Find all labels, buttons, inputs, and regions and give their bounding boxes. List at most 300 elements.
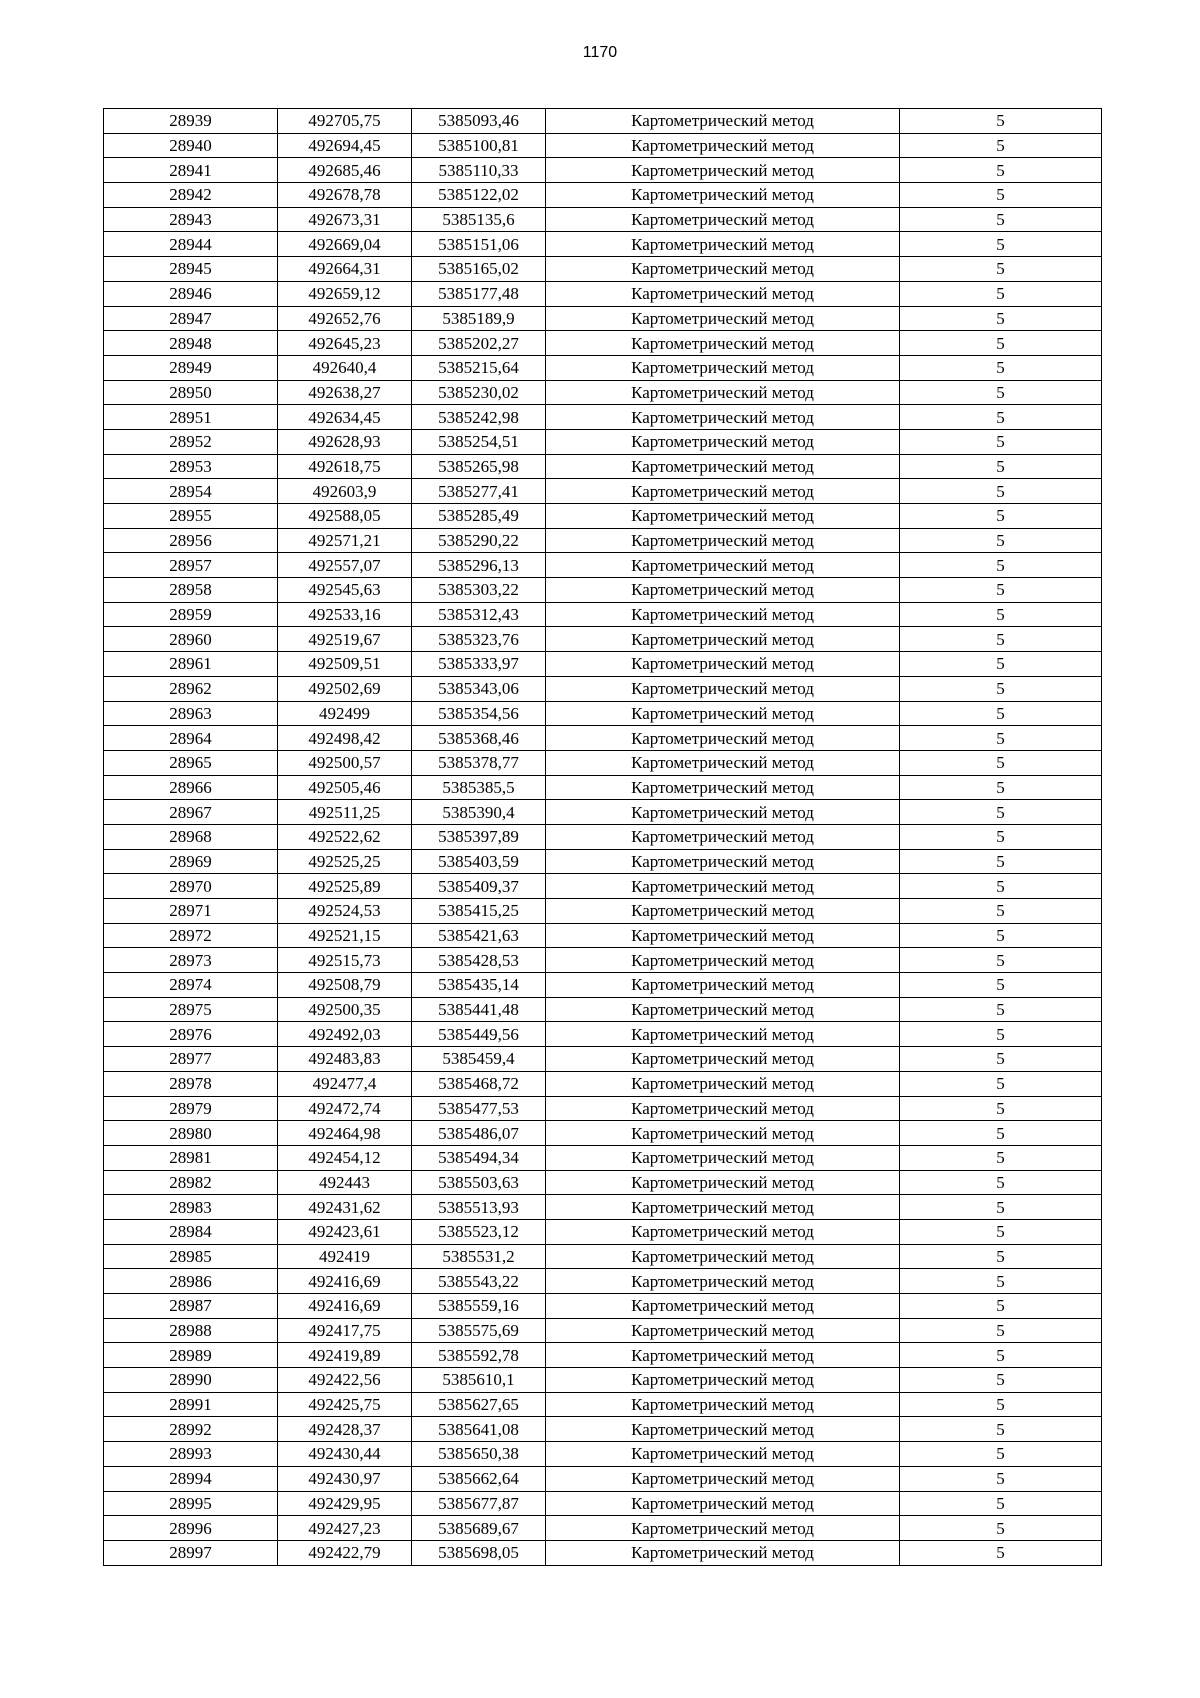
- accuracy-cell: 5: [900, 1417, 1102, 1442]
- x-coordinate-cell: 492645,23: [278, 331, 412, 356]
- method-cell: Картометрический метод: [546, 1417, 900, 1442]
- table-body: [104, 109, 1102, 1566]
- accuracy-cell: 5: [900, 1269, 1102, 1294]
- table-row: [104, 380, 1102, 405]
- y-coordinate-cell: 5385449,56: [412, 1022, 546, 1047]
- table-row: [104, 1269, 1102, 1294]
- method-cell: Картометрический метод: [546, 973, 900, 998]
- table-row: [104, 578, 1102, 603]
- x-coordinate-cell: 492425,75: [278, 1392, 412, 1417]
- y-coordinate-cell: 5385662,64: [412, 1466, 546, 1491]
- x-coordinate-cell: 492499: [278, 701, 412, 726]
- y-coordinate-cell: 5385135,6: [412, 207, 546, 232]
- accuracy-cell: 5: [900, 1145, 1102, 1170]
- table-row: [104, 504, 1102, 529]
- accuracy-cell: 5: [900, 874, 1102, 899]
- table-row: [104, 331, 1102, 356]
- table-row: [104, 1392, 1102, 1417]
- accuracy-cell: 5: [900, 1047, 1102, 1072]
- accuracy-cell: 5: [900, 726, 1102, 751]
- method-cell: Картометрический метод: [546, 504, 900, 529]
- y-coordinate-cell: 5385323,76: [412, 627, 546, 652]
- point-number-cell: 28969: [104, 849, 278, 874]
- point-number-cell: 28940: [104, 133, 278, 158]
- method-cell: Картометрический метод: [546, 257, 900, 282]
- table-row: [104, 1244, 1102, 1269]
- y-coordinate-cell: 5385333,97: [412, 652, 546, 677]
- table-row: [104, 109, 1102, 134]
- accuracy-cell: 5: [900, 306, 1102, 331]
- point-number-cell: 28997: [104, 1540, 278, 1565]
- point-number-cell: 28988: [104, 1318, 278, 1343]
- x-coordinate-cell: 492502,69: [278, 676, 412, 701]
- x-coordinate-cell: 492525,25: [278, 849, 412, 874]
- method-cell: Картометрический метод: [546, 1294, 900, 1319]
- y-coordinate-cell: 5385559,16: [412, 1294, 546, 1319]
- x-coordinate-cell: 492588,05: [278, 504, 412, 529]
- point-number-cell: 28995: [104, 1491, 278, 1516]
- y-coordinate-cell: 5385110,33: [412, 158, 546, 183]
- point-number-cell: 28982: [104, 1170, 278, 1195]
- y-coordinate-cell: 5385189,9: [412, 306, 546, 331]
- x-coordinate-cell: 492500,57: [278, 750, 412, 775]
- table-row: [104, 899, 1102, 924]
- y-coordinate-cell: 5385312,43: [412, 602, 546, 627]
- accuracy-cell: 5: [900, 109, 1102, 134]
- x-coordinate-cell: 492416,69: [278, 1294, 412, 1319]
- table-row: [104, 1343, 1102, 1368]
- method-cell: Картометрический метод: [546, 1540, 900, 1565]
- method-cell: Картометрический метод: [546, 331, 900, 356]
- point-number-cell: 28990: [104, 1368, 278, 1393]
- y-coordinate-cell: 5385575,69: [412, 1318, 546, 1343]
- table-row: [104, 775, 1102, 800]
- y-coordinate-cell: 5385409,37: [412, 874, 546, 899]
- x-coordinate-cell: 492628,93: [278, 429, 412, 454]
- point-number-cell: 28976: [104, 1022, 278, 1047]
- x-coordinate-cell: 492515,73: [278, 948, 412, 973]
- table-row: [104, 948, 1102, 973]
- accuracy-cell: 5: [900, 1244, 1102, 1269]
- point-number-cell: 28943: [104, 207, 278, 232]
- table-row: [104, 479, 1102, 504]
- x-coordinate-cell: 492640,4: [278, 355, 412, 380]
- table-row: [104, 1096, 1102, 1121]
- accuracy-cell: 5: [900, 578, 1102, 603]
- table-row: [104, 627, 1102, 652]
- y-coordinate-cell: 5385543,22: [412, 1269, 546, 1294]
- x-coordinate-cell: 492430,97: [278, 1466, 412, 1491]
- x-coordinate-cell: 492511,25: [278, 800, 412, 825]
- x-coordinate-cell: 492664,31: [278, 257, 412, 282]
- method-cell: Картометрический метод: [546, 1121, 900, 1146]
- point-number-cell: 28944: [104, 232, 278, 257]
- accuracy-cell: 5: [900, 676, 1102, 701]
- y-coordinate-cell: 5385641,08: [412, 1417, 546, 1442]
- accuracy-cell: 5: [900, 1442, 1102, 1467]
- accuracy-cell: 5: [900, 331, 1102, 356]
- x-coordinate-cell: 492492,03: [278, 1022, 412, 1047]
- accuracy-cell: 5: [900, 257, 1102, 282]
- method-cell: Картометрический метод: [546, 1145, 900, 1170]
- point-number-cell: 28951: [104, 405, 278, 430]
- x-coordinate-cell: 492519,67: [278, 627, 412, 652]
- method-cell: Картометрический метод: [546, 824, 900, 849]
- accuracy-cell: 5: [900, 923, 1102, 948]
- point-number-cell: 28986: [104, 1269, 278, 1294]
- accuracy-cell: 5: [900, 652, 1102, 677]
- accuracy-cell: 5: [900, 973, 1102, 998]
- y-coordinate-cell: 5385230,02: [412, 380, 546, 405]
- y-coordinate-cell: 5385100,81: [412, 133, 546, 158]
- x-coordinate-cell: 492521,15: [278, 923, 412, 948]
- point-number-cell: 28962: [104, 676, 278, 701]
- method-cell: Картометрический метод: [546, 528, 900, 553]
- table-row: [104, 923, 1102, 948]
- x-coordinate-cell: 492505,46: [278, 775, 412, 800]
- point-number-cell: 28946: [104, 281, 278, 306]
- y-coordinate-cell: 5385285,49: [412, 504, 546, 529]
- coordinates-table: [103, 108, 1102, 1566]
- x-coordinate-cell: 492419,89: [278, 1343, 412, 1368]
- method-cell: Картометрический метод: [546, 183, 900, 208]
- y-coordinate-cell: 5385441,48: [412, 997, 546, 1022]
- x-coordinate-cell: 492678,78: [278, 183, 412, 208]
- x-coordinate-cell: 492417,75: [278, 1318, 412, 1343]
- table-row: [104, 281, 1102, 306]
- method-cell: Картометрический метод: [546, 997, 900, 1022]
- table-row: [104, 1071, 1102, 1096]
- y-coordinate-cell: 5385296,13: [412, 553, 546, 578]
- table-row: [104, 1417, 1102, 1442]
- method-cell: Картометрический метод: [546, 479, 900, 504]
- table-row: [104, 1195, 1102, 1220]
- x-coordinate-cell: 492659,12: [278, 281, 412, 306]
- point-number-cell: 28993: [104, 1442, 278, 1467]
- table-row: [104, 528, 1102, 553]
- y-coordinate-cell: 5385303,22: [412, 578, 546, 603]
- point-number-cell: 28945: [104, 257, 278, 282]
- accuracy-cell: 5: [900, 1343, 1102, 1368]
- point-number-cell: 28947: [104, 306, 278, 331]
- point-number-cell: 28983: [104, 1195, 278, 1220]
- point-number-cell: 28950: [104, 380, 278, 405]
- method-cell: Картометрический метод: [546, 1071, 900, 1096]
- y-coordinate-cell: 5385265,98: [412, 454, 546, 479]
- x-coordinate-cell: 492498,42: [278, 726, 412, 751]
- method-cell: Картометрический метод: [546, 849, 900, 874]
- y-coordinate-cell: 5385494,34: [412, 1145, 546, 1170]
- x-coordinate-cell: 492669,04: [278, 232, 412, 257]
- accuracy-cell: 5: [900, 1392, 1102, 1417]
- method-cell: Картометрический метод: [546, 627, 900, 652]
- point-number-cell: 28973: [104, 948, 278, 973]
- y-coordinate-cell: 5385610,1: [412, 1368, 546, 1393]
- table-row: [104, 1540, 1102, 1565]
- y-coordinate-cell: 5385242,98: [412, 405, 546, 430]
- accuracy-cell: 5: [900, 232, 1102, 257]
- x-coordinate-cell: 492705,75: [278, 109, 412, 134]
- y-coordinate-cell: 5385503,63: [412, 1170, 546, 1195]
- table-row: [104, 874, 1102, 899]
- y-coordinate-cell: 5385428,53: [412, 948, 546, 973]
- accuracy-cell: 5: [900, 1516, 1102, 1541]
- point-number-cell: 28954: [104, 479, 278, 504]
- method-cell: Картометрический метод: [546, 429, 900, 454]
- y-coordinate-cell: 5385397,89: [412, 824, 546, 849]
- table-row: [104, 824, 1102, 849]
- y-coordinate-cell: 5385459,4: [412, 1047, 546, 1072]
- table-row: [104, 701, 1102, 726]
- point-number-cell: 28956: [104, 528, 278, 553]
- method-cell: Картометрический метод: [546, 652, 900, 677]
- y-coordinate-cell: 5385177,48: [412, 281, 546, 306]
- table-row: [104, 553, 1102, 578]
- point-number-cell: 28968: [104, 824, 278, 849]
- table-row: [104, 1368, 1102, 1393]
- accuracy-cell: 5: [900, 1294, 1102, 1319]
- y-coordinate-cell: 5385435,14: [412, 973, 546, 998]
- point-number-cell: 28963: [104, 701, 278, 726]
- accuracy-cell: 5: [900, 602, 1102, 627]
- x-coordinate-cell: 492508,79: [278, 973, 412, 998]
- accuracy-cell: 5: [900, 528, 1102, 553]
- accuracy-cell: 5: [900, 1318, 1102, 1343]
- point-number-cell: 28984: [104, 1219, 278, 1244]
- point-number-cell: 28964: [104, 726, 278, 751]
- point-number-cell: 28975: [104, 997, 278, 1022]
- accuracy-cell: 5: [900, 997, 1102, 1022]
- y-coordinate-cell: 5385354,56: [412, 701, 546, 726]
- table-row: [104, 602, 1102, 627]
- point-number-cell: 28981: [104, 1145, 278, 1170]
- x-coordinate-cell: 492652,76: [278, 306, 412, 331]
- point-number-cell: 28955: [104, 504, 278, 529]
- table-row: [104, 1022, 1102, 1047]
- accuracy-cell: 5: [900, 899, 1102, 924]
- method-cell: Картометрический метод: [546, 306, 900, 331]
- accuracy-cell: 5: [900, 133, 1102, 158]
- point-number-cell: 28991: [104, 1392, 278, 1417]
- x-coordinate-cell: 492429,95: [278, 1491, 412, 1516]
- x-coordinate-cell: 492428,37: [278, 1417, 412, 1442]
- table-row: [104, 750, 1102, 775]
- y-coordinate-cell: 5385513,93: [412, 1195, 546, 1220]
- table-row: [104, 1442, 1102, 1467]
- accuracy-cell: 5: [900, 355, 1102, 380]
- y-coordinate-cell: 5385390,4: [412, 800, 546, 825]
- y-coordinate-cell: 5385698,05: [412, 1540, 546, 1565]
- method-cell: Картометрический метод: [546, 1368, 900, 1393]
- method-cell: Картометрический метод: [546, 380, 900, 405]
- x-coordinate-cell: 492525,89: [278, 874, 412, 899]
- table-row: [104, 429, 1102, 454]
- accuracy-cell: 5: [900, 627, 1102, 652]
- accuracy-cell: 5: [900, 800, 1102, 825]
- point-number-cell: 28948: [104, 331, 278, 356]
- method-cell: Картометрический метод: [546, 553, 900, 578]
- page-number: 1170: [582, 44, 618, 61]
- x-coordinate-cell: 492522,62: [278, 824, 412, 849]
- method-cell: Картометрический метод: [546, 405, 900, 430]
- x-coordinate-cell: 492422,79: [278, 1540, 412, 1565]
- accuracy-cell: 5: [900, 948, 1102, 973]
- method-cell: Картометрический метод: [546, 1269, 900, 1294]
- x-coordinate-cell: 492430,44: [278, 1442, 412, 1467]
- y-coordinate-cell: 5385403,59: [412, 849, 546, 874]
- table-row: [104, 676, 1102, 701]
- accuracy-cell: 5: [900, 1368, 1102, 1393]
- method-cell: Картометрический метод: [546, 1096, 900, 1121]
- point-number-cell: 28985: [104, 1244, 278, 1269]
- point-number-cell: 28965: [104, 750, 278, 775]
- x-coordinate-cell: 492422,56: [278, 1368, 412, 1393]
- table-row: [104, 849, 1102, 874]
- accuracy-cell: 5: [900, 405, 1102, 430]
- table-row: [104, 726, 1102, 751]
- y-coordinate-cell: 5385677,87: [412, 1491, 546, 1516]
- accuracy-cell: 5: [900, 380, 1102, 405]
- y-coordinate-cell: 5385202,27: [412, 331, 546, 356]
- x-coordinate-cell: 492638,27: [278, 380, 412, 405]
- accuracy-cell: 5: [900, 454, 1102, 479]
- point-number-cell: 28939: [104, 109, 278, 134]
- method-cell: Картометрический метод: [546, 454, 900, 479]
- y-coordinate-cell: 5385343,06: [412, 676, 546, 701]
- table-row: [104, 257, 1102, 282]
- x-coordinate-cell: 492571,21: [278, 528, 412, 553]
- x-coordinate-cell: 492509,51: [278, 652, 412, 677]
- method-cell: Картометрический метод: [546, 158, 900, 183]
- x-coordinate-cell: 492419: [278, 1244, 412, 1269]
- y-coordinate-cell: 5385277,41: [412, 479, 546, 504]
- method-cell: Картометрический метод: [546, 1491, 900, 1516]
- method-cell: Картометрический метод: [546, 1219, 900, 1244]
- table-row: [104, 1466, 1102, 1491]
- table-row: [104, 1047, 1102, 1072]
- y-coordinate-cell: 5385689,67: [412, 1516, 546, 1541]
- method-cell: Картометрический метод: [546, 701, 900, 726]
- method-cell: Картометрический метод: [546, 602, 900, 627]
- x-coordinate-cell: 492603,9: [278, 479, 412, 504]
- x-coordinate-cell: 492618,75: [278, 454, 412, 479]
- accuracy-cell: 5: [900, 775, 1102, 800]
- accuracy-cell: 5: [900, 1121, 1102, 1146]
- point-number-cell: 28957: [104, 553, 278, 578]
- method-cell: Картометрический метод: [546, 1516, 900, 1541]
- y-coordinate-cell: 5385415,25: [412, 899, 546, 924]
- accuracy-cell: 5: [900, 158, 1102, 183]
- accuracy-cell: 5: [900, 1096, 1102, 1121]
- method-cell: Картометрический метод: [546, 109, 900, 134]
- accuracy-cell: 5: [900, 750, 1102, 775]
- point-number-cell: 28978: [104, 1071, 278, 1096]
- x-coordinate-cell: 492694,45: [278, 133, 412, 158]
- method-cell: Картометрический метод: [546, 1343, 900, 1368]
- table-row: [104, 133, 1102, 158]
- y-coordinate-cell: 5385290,22: [412, 528, 546, 553]
- table-row: [104, 1294, 1102, 1319]
- x-coordinate-cell: 492464,98: [278, 1121, 412, 1146]
- method-cell: Картометрический метод: [546, 281, 900, 306]
- accuracy-cell: 5: [900, 429, 1102, 454]
- point-number-cell: 28959: [104, 602, 278, 627]
- method-cell: Картометрический метод: [546, 800, 900, 825]
- accuracy-cell: 5: [900, 1071, 1102, 1096]
- point-number-cell: 28987: [104, 1294, 278, 1319]
- x-coordinate-cell: 492472,74: [278, 1096, 412, 1121]
- x-coordinate-cell: 492500,35: [278, 997, 412, 1022]
- x-coordinate-cell: 492454,12: [278, 1145, 412, 1170]
- point-number-cell: 28967: [104, 800, 278, 825]
- accuracy-cell: 5: [900, 553, 1102, 578]
- point-number-cell: 28961: [104, 652, 278, 677]
- x-coordinate-cell: 492477,4: [278, 1071, 412, 1096]
- table-row: [104, 1516, 1102, 1541]
- method-cell: Картометрический метод: [546, 775, 900, 800]
- x-coordinate-cell: 492545,63: [278, 578, 412, 603]
- point-number-cell: 28949: [104, 355, 278, 380]
- y-coordinate-cell: 5385486,07: [412, 1121, 546, 1146]
- table-row: [104, 405, 1102, 430]
- point-number-cell: 28980: [104, 1121, 278, 1146]
- y-coordinate-cell: 5385368,46: [412, 726, 546, 751]
- table-row: [104, 1145, 1102, 1170]
- x-coordinate-cell: 492533,16: [278, 602, 412, 627]
- x-coordinate-cell: 492685,46: [278, 158, 412, 183]
- method-cell: Картометрический метод: [546, 355, 900, 380]
- y-coordinate-cell: 5385421,63: [412, 923, 546, 948]
- point-number-cell: 28960: [104, 627, 278, 652]
- method-cell: Картометрический метод: [546, 1318, 900, 1343]
- accuracy-cell: 5: [900, 701, 1102, 726]
- y-coordinate-cell: 5385093,46: [412, 109, 546, 134]
- accuracy-cell: 5: [900, 1219, 1102, 1244]
- method-cell: Картометрический метод: [546, 1442, 900, 1467]
- table-row: [104, 800, 1102, 825]
- method-cell: Картометрический метод: [546, 232, 900, 257]
- table-row: [104, 652, 1102, 677]
- point-number-cell: 28974: [104, 973, 278, 998]
- table-row: [104, 207, 1102, 232]
- accuracy-cell: 5: [900, 1540, 1102, 1565]
- point-number-cell: 28979: [104, 1096, 278, 1121]
- accuracy-cell: 5: [900, 1195, 1102, 1220]
- table-row: [104, 306, 1102, 331]
- method-cell: Картометрический метод: [546, 578, 900, 603]
- method-cell: Картометрический метод: [546, 1195, 900, 1220]
- table-row: [104, 973, 1102, 998]
- point-number-cell: 28992: [104, 1417, 278, 1442]
- method-cell: Картометрический метод: [546, 726, 900, 751]
- x-coordinate-cell: 492443: [278, 1170, 412, 1195]
- table-row: [104, 158, 1102, 183]
- method-cell: Картометрический метод: [546, 948, 900, 973]
- accuracy-cell: 5: [900, 504, 1102, 529]
- table-row: [104, 1491, 1102, 1516]
- point-number-cell: 28996: [104, 1516, 278, 1541]
- point-number-cell: 28966: [104, 775, 278, 800]
- accuracy-cell: 5: [900, 479, 1102, 504]
- y-coordinate-cell: 5385165,02: [412, 257, 546, 282]
- x-coordinate-cell: 492416,69: [278, 1269, 412, 1294]
- accuracy-cell: 5: [900, 849, 1102, 874]
- method-cell: Картометрический метод: [546, 1047, 900, 1072]
- method-cell: Картометрический метод: [546, 1022, 900, 1047]
- x-coordinate-cell: 492634,45: [278, 405, 412, 430]
- accuracy-cell: 5: [900, 207, 1102, 232]
- point-number-cell: 28994: [104, 1466, 278, 1491]
